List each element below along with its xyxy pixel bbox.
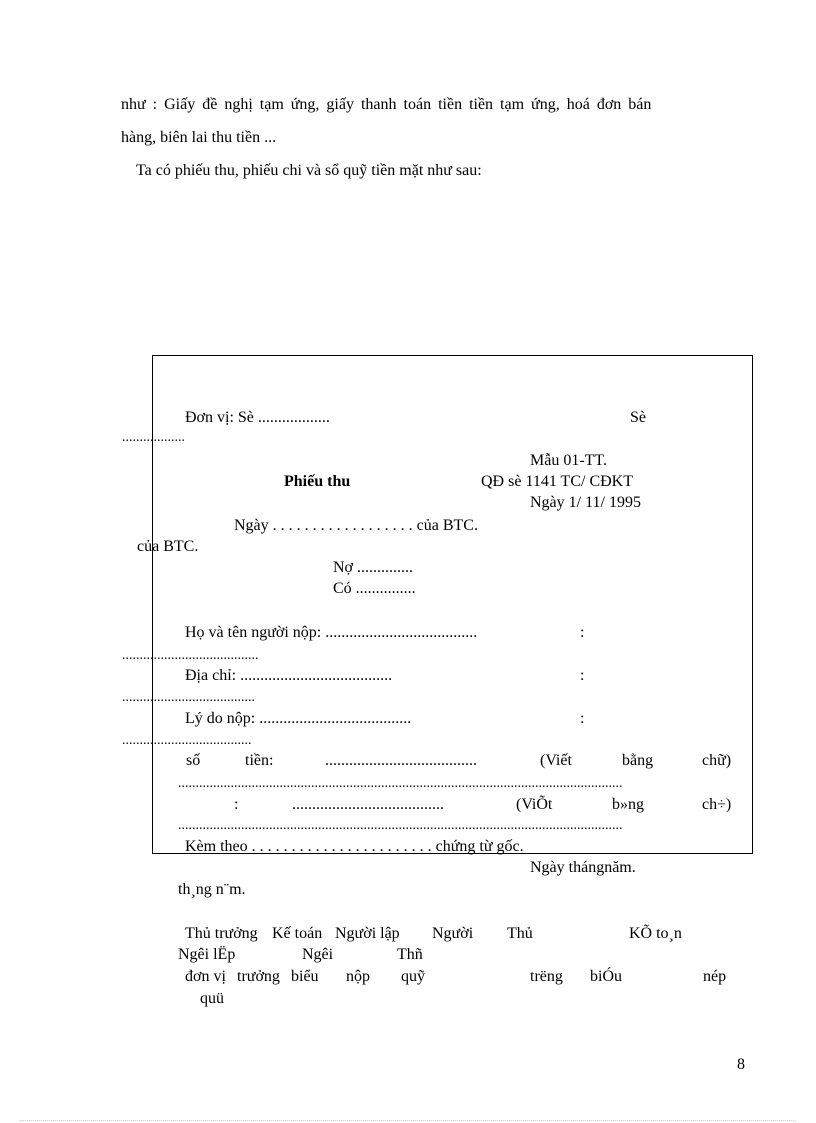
page-footer-divider: [20, 1120, 796, 1121]
sig-treng: trëng: [530, 968, 563, 985]
sig-ngei-lep: Ngêi lËp: [178, 946, 236, 963]
amount-label-1: số: [186, 752, 201, 769]
in-words-1: (Viết: [540, 752, 572, 769]
address-dots: ......................................: [122, 690, 255, 705]
address-colon: :: [580, 667, 585, 684]
address-label: Địa chỉ: ......................................: [185, 667, 393, 684]
sig-ke-toan: Kế toán: [272, 925, 323, 942]
form-code: Mẫu 01-TT.: [530, 452, 608, 469]
don-vi-label: Đơn vị: Sè ..................: [185, 409, 330, 426]
sig-thu-truong: Thủ trưởng: [185, 925, 258, 942]
cua-btc: của BTC.: [137, 538, 199, 555]
sig-ngei: Ngêi: [302, 946, 334, 963]
reason-colon: :: [580, 710, 585, 727]
form-title: Phiếu thu: [284, 473, 351, 490]
payer-name-label: Họ và tên người nộp: ......................................: [185, 624, 478, 641]
dots-2: ......................................: [292, 796, 444, 813]
sig-bieu: biểu: [291, 968, 319, 985]
so-label: Sè: [630, 409, 646, 426]
intro-line-3: Ta có phiếu thu, phiếu chi và sổ quỹ tiền mặt như sau:: [136, 162, 482, 179]
in-words-alt-1: (ViÕt: [516, 796, 553, 813]
in-words-alt-2: b»ng: [612, 796, 644, 813]
sig-biou: biÓu: [590, 968, 622, 985]
sig-don-vi: đơn vị: [185, 968, 226, 985]
page-number: 8: [737, 1056, 745, 1073]
sig-ke-toan-garbled: KÕ to¸n: [629, 925, 682, 942]
intro-line-2: hàng, biên lai thu tiền ...: [121, 129, 277, 146]
date-line: Ngày . . . . . . . . . . . . . . . . . . của BTC.: [234, 517, 478, 534]
sig-nep: nép: [703, 968, 727, 985]
decision-date: Ngày 1/ 11/ 1995: [530, 494, 641, 511]
long-dots-2: ...............................................................................................................................: [178, 818, 623, 833]
payer-name-colon: :: [580, 624, 585, 641]
sig-nguoi-lap: Người lập: [335, 925, 400, 942]
amount-dots: ......................................: [325, 752, 477, 769]
in-words-3: chữ): [702, 752, 732, 769]
in-words-alt-3: ch÷): [702, 796, 732, 813]
sig-thu: Thủ: [507, 925, 533, 942]
credit-line: Có ...............: [333, 580, 416, 597]
sig-nguoi: Người: [432, 925, 474, 942]
debit-line: Nợ ..............: [333, 559, 414, 576]
intro-line-1: như : Giấy đề nghị tạm ứng, giấy thanh toán tiền tiền tạm ứng, hoá đơn bán: [121, 96, 652, 113]
in-words-2: bằng: [622, 752, 654, 769]
long-dots-1: ...............................................................................................................................: [178, 776, 623, 791]
sig-nop: nộp: [346, 968, 370, 985]
payer-name-dots: .......................................: [122, 648, 259, 663]
sig-quy: quỹ: [401, 968, 425, 985]
reason-dots: .....................................: [122, 733, 252, 748]
reason-label: Lý do nộp: ......................................: [185, 710, 412, 727]
attached-docs: Kèm theo . . . . . . . . . . . . . . . . . . . . . . . chứng từ gốc.: [185, 838, 524, 855]
so-dots: ..................: [122, 430, 185, 445]
sig-truong: trưởng: [237, 968, 280, 985]
date-month-year: Ngày thángnăm.: [530, 859, 636, 876]
decision-number: QĐ sè 1141 TC/ CĐKT: [481, 473, 633, 490]
amount-label-2: tiền:: [245, 752, 274, 769]
date-month-year-garbled: th¸ng n¨m.: [178, 881, 246, 898]
colon-2: :: [234, 796, 239, 813]
sig-quu: quü: [200, 990, 224, 1007]
sig-thn: Thñ: [397, 946, 423, 963]
